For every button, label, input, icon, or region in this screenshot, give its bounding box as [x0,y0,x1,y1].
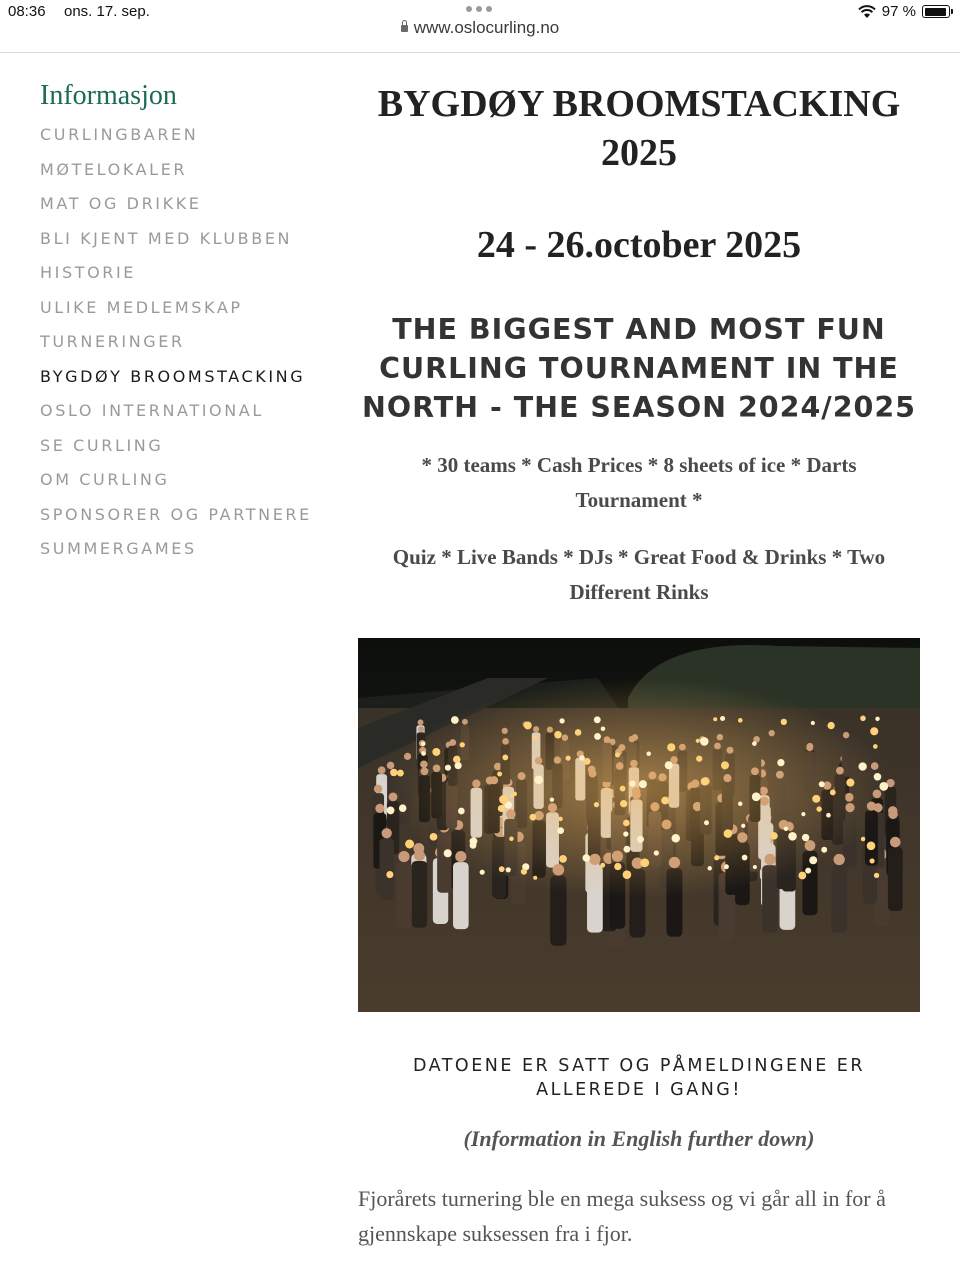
sidebar-item-oslo-international[interactable]: OSLO INTERNATIONAL [40,401,264,420]
tagline: THE BIGGEST AND MOST FUN CURLING TOURNAMENT IN THE NORTH - THE SEASON 2024/2025 [361,313,917,424]
event-photo [358,638,920,1012]
url-text: www.oslocurling.no [413,18,560,37]
page-title: BYGDØY BROOMSTACKING 2025 [377,83,901,174]
main-content [358,80,920,610]
sidebar-item-møtelokaler[interactable]: MØTELOKALER [40,159,188,179]
intro-paragraph: Fjorårets turnering ble en mega suksess og vi går all in for å gjennskape suksessen fra i fjor. [358,1186,886,1246]
battery-percent: 97 % [881,3,916,20]
sidebar-item-bli-kjent-med-klubben[interactable]: BLI KJENT MED KLUBBEN [40,228,293,248]
sidebar-item-historie[interactable]: HISTORIE [40,263,137,282]
address-bar[interactable] [0,18,960,38]
sidebar-item-sponsorer-og-partnere[interactable]: SPONSORER OG PARTNERE [40,504,312,524]
sidebar [40,80,320,573]
event-dates: 24 - 26.october 2025 [476,224,802,266]
clock: 08:36 [8,3,46,20]
sidebar-item-bygdøy-broomstacking[interactable]: BYGDØY BROOMSTACKING [40,366,306,386]
sidebar-item-mat-og-drikke[interactable]: MAT OG DRIKKE [40,194,202,213]
subheading: DATOENE ER SATT OG PÅMELDINGENE ER ALLEREDE I GANG! [412,1056,866,1100]
battery-icon [922,5,950,18]
more-dots-icon[interactable] [466,6,492,12]
sidebar-menu [40,124,320,559]
sidebar-item-om-curling[interactable]: OM CURLING [40,470,170,489]
sidebar-item-turneringer[interactable]: TURNERINGER [40,332,185,351]
lock-icon [401,25,408,32]
sidebar-item-summergames[interactable]: SUMMERGAMES [40,539,197,558]
sidebar-title[interactable]: Informasjon [40,80,177,111]
divider [0,52,960,53]
sidebar-item-se-curling[interactable]: SE CURLING [40,435,164,455]
english-note: (Information in English further down) [463,1126,815,1151]
features-line-2: Quiz * Live Bands * DJs * Great Food & Drinks * Two Different Rinks [392,545,886,604]
features-line-1: * 30 teams * Cash Prices * 8 sheets of ice * Darts Tournament * [421,453,857,512]
sidebar-item-ulike-medlemskap[interactable]: ULIKE MEDLEMSKAP [40,297,243,317]
wifi-icon [858,5,876,19]
date: ons. 17. sep. [64,3,150,20]
sidebar-item-curlingbaren[interactable]: CURLINGBAREN [40,125,199,144]
